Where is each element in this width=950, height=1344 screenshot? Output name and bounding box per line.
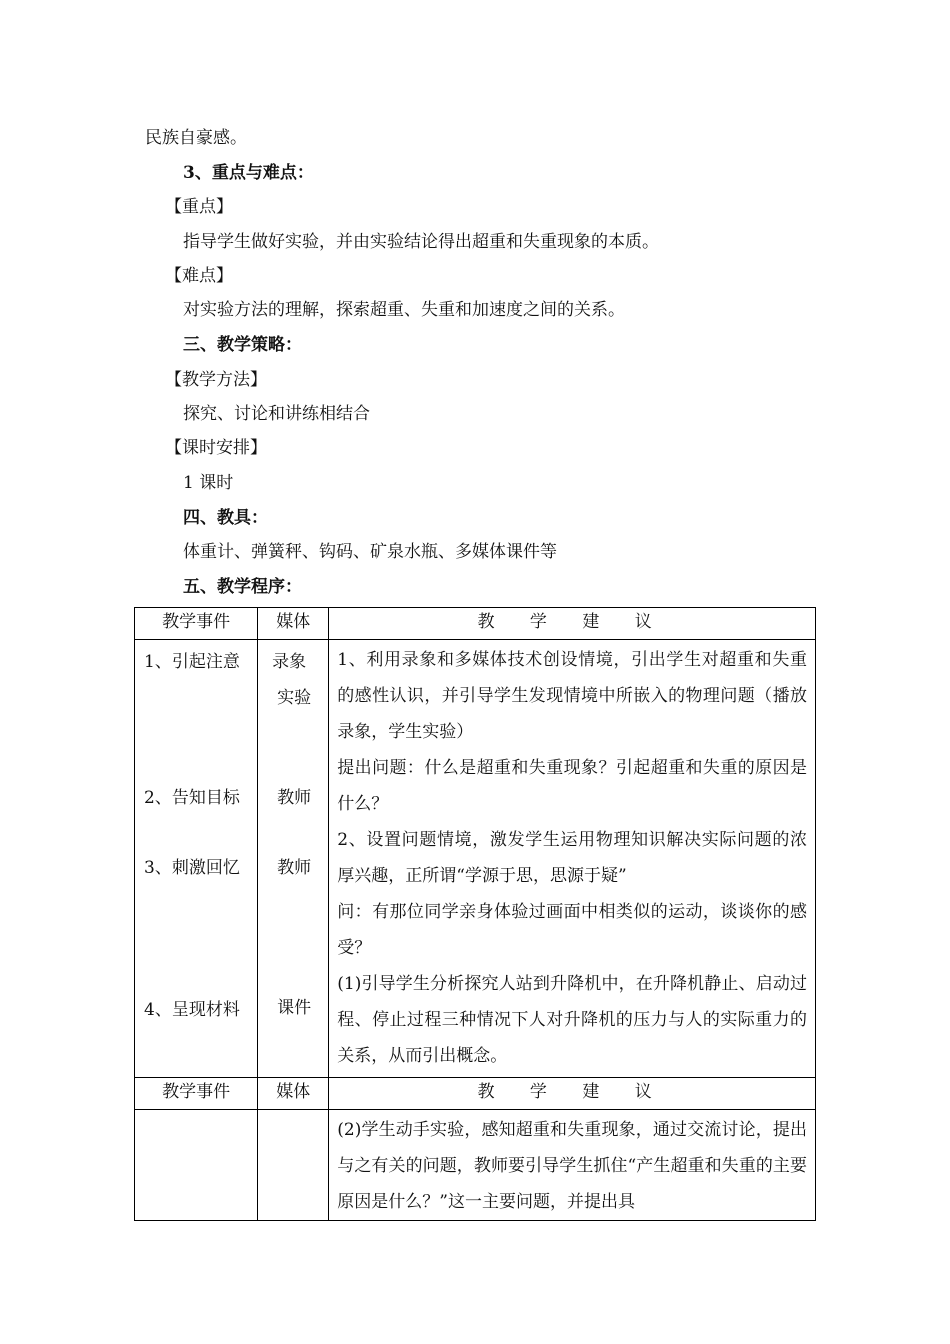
table-header-row: [135, 1078, 816, 1110]
advice-paragraph: 问：有那位同学亲身体验过画面中相类似的运动，谈谈你的感受？: [337, 902, 807, 958]
events-cell: [135, 640, 258, 1078]
header-media: 媒体: [258, 608, 329, 640]
media-item: 实验: [277, 688, 312, 708]
event-item: 4、呈现材料: [144, 1000, 240, 1020]
section-heading-strategy: 三、教学策略：: [183, 335, 302, 355]
label-schedule: 【课时安排】: [165, 438, 267, 458]
label-teaching-method: 【教学方法】: [165, 370, 267, 390]
table-row: [135, 640, 816, 1078]
event-item: 2、告知目标: [144, 788, 240, 808]
media-item: 课件: [277, 998, 312, 1018]
advice-paragraph: (1)引导学生分析探究人站到升降机中，在升降机静止、启动过程、停止过程三种情况下人对升降机的压力与人的实际重力的关系，从而引出概念。: [337, 974, 807, 1066]
header-advice: 教 学 建 议: [329, 608, 816, 640]
header-media: 媒体: [258, 1078, 329, 1110]
table-header-row: [135, 608, 816, 640]
label-difficulty: 【难点】: [165, 266, 233, 286]
text-line: 1 课时: [183, 473, 234, 493]
advice-paragraph: 1、利用录象和多媒体技术创设情境，引出学生对超重和失重的感性认识，并引导学生发现情境中所嵌入的物理问题（播放录象，学生实验）: [337, 650, 807, 742]
section-heading-teaching-aids: 四、教具：: [183, 508, 268, 528]
text-line: 探究、讨论和讲练相结合: [183, 404, 370, 424]
text-line: 指导学生做好实验，并由实验结论得出超重和失重现象的本质。: [183, 232, 659, 252]
media-item: 教师: [277, 858, 312, 878]
advice-paragraph: 提出问题：什么是超重和失重现象？引起超重和失重的原因是什么？: [337, 758, 807, 814]
section-heading-procedure: 五、教学程序：: [183, 577, 302, 597]
header-event: 教学事件: [135, 608, 258, 640]
advice-paragraph: (2)学生动手实验，感知超重和失重现象，通过交流讨论，提出与之有关的问题，教师要引导学生抓住“产生超重和失重的主要原因是什么？”这一主要问题，并提出具: [337, 1120, 807, 1212]
advice-cell: [329, 640, 816, 1078]
advice-paragraph: 2、设置问题情境，激发学生运用物理知识解决实际问题的浓厚兴趣，正所谓“学源于思，思源于疑”: [337, 830, 807, 886]
media-cell: [258, 640, 329, 1078]
event-item: 1、引起注意: [144, 652, 240, 672]
text-line: 对实验方法的理解，探索超重、失重和加速度之间的关系。: [183, 300, 625, 320]
advice-cell: [329, 1110, 816, 1221]
header-advice: 教 学 建 议: [329, 1078, 816, 1110]
text-line: 民族自豪感。: [145, 128, 247, 148]
text-line: 体重计、弹簧秤、钩码、矿泉水瓶、多媒体课件等: [183, 542, 557, 562]
events-cell: [135, 1110, 258, 1221]
table-row: [135, 1110, 816, 1221]
media-cell: [258, 1110, 329, 1221]
media-item: 教师: [277, 788, 312, 808]
event-item: 3、刺激回忆: [144, 858, 240, 878]
lesson-procedure-table: [134, 607, 816, 1221]
section-heading-key-points: 3、重点与难点：: [183, 163, 314, 183]
media-item: 录象: [272, 652, 307, 672]
label-key-point: 【重点】: [165, 197, 233, 217]
header-event: 教学事件: [135, 1078, 258, 1110]
